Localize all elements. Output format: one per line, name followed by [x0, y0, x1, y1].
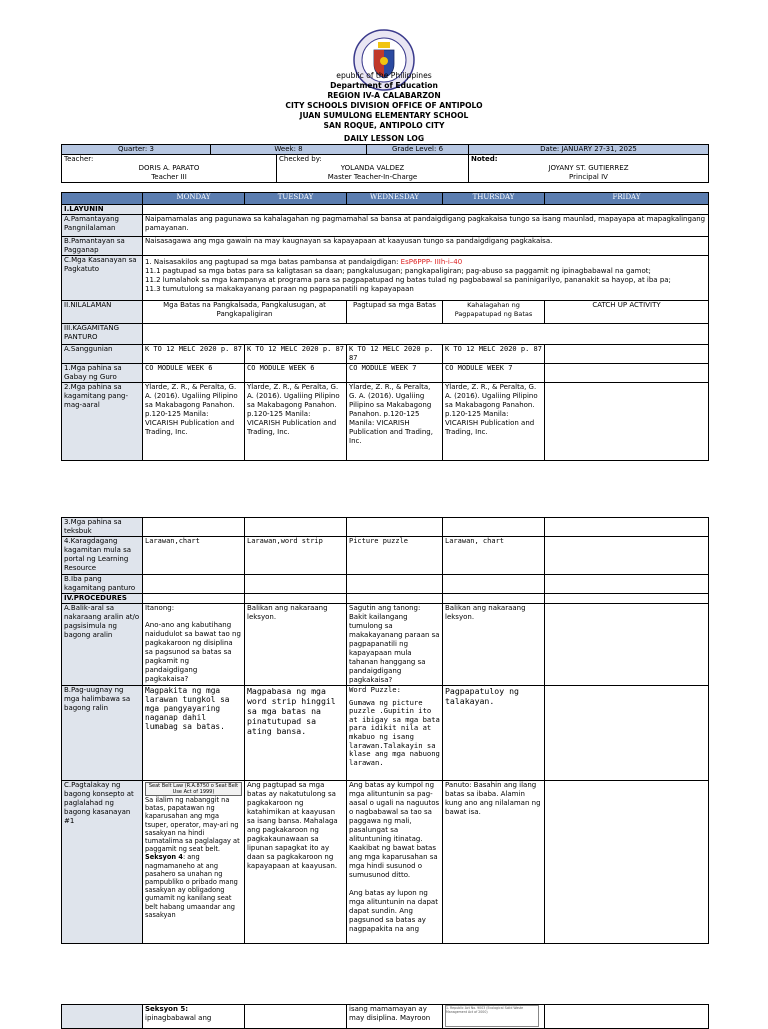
resource-mon: Larawan,chart — [143, 537, 245, 575]
checked-position: Master Teacher-In-Charge — [327, 173, 418, 181]
doc-title: DAILY LESSON LOG — [343, 134, 425, 143]
day-tuesday: TUESDAY — [245, 193, 347, 205]
checked-cell — [277, 155, 469, 183]
label-kagamitang: III.KAGAMITANG PANTURO — [62, 324, 143, 345]
p3-wed: isang mamamayan ay may disiplina. Mayroon — [347, 1005, 443, 1029]
law-thumbnail: 1. Republic Act No. 9003 (Ecological Solid Waste Management Act of 2000) — [445, 1005, 539, 1027]
kasanayan-line-3: 11.2 lumalahok sa mga kampanya at programa para sa pagpapatupad ng batas tulad ng pagbabawal sa paninigarilyo, pananakit sa hayop, at iba pa; — [145, 276, 671, 284]
info-table — [61, 144, 709, 183]
p3-mon-text: ipinagbabawal ang — [145, 1014, 212, 1022]
label-pamantayan-sa: B.Pamantayan sa Pagganap — [62, 237, 143, 256]
melc-thu: K TO 12 MELC 2020 p. 87 — [443, 345, 545, 364]
label-nilalaman: II.NILALAMAN — [62, 301, 143, 324]
seat-belt-caption: Seat Belt Law (R.A.8750 o Seat Belt Use Act of 1999) — [145, 782, 242, 796]
ref-thu: Ylarde, Z. R., & Peralta, G. A. (2016). Ugaliing Pilipino sa Makabagong Panahon. p.120-125 Manila: VICARISH Publication and Trading, Inc. — [443, 383, 545, 461]
talakay-mon-text-2: : ang nagmamaneho at ang pasahero sa unahan ng pampubliko o pribado mang sasakyan ay obligadong gumamit ng kanilang seat belt habang umaandar ang sasakyan — [145, 853, 238, 919]
teacher-cell — [62, 155, 277, 183]
balik-thu: Balikan ang nakaraang leksyon. — [443, 604, 545, 686]
header-line-2: Department of Education — [330, 81, 438, 90]
week-cell: Week: 8 — [211, 145, 367, 155]
noted-name: JOYANY ST. GUTIERREZ — [548, 164, 629, 172]
label-procedures: IV.PROCEDURES — [64, 594, 127, 602]
kasanayan-line-4: 11.3 tumutulong sa makakayanang paraan ng pagpapanatili ng kapayapaan — [145, 285, 414, 293]
noted-label: Noted: — [471, 155, 498, 163]
header-block — [0, 71, 768, 131]
teacher-name: DORIS A. PARATO — [138, 164, 200, 172]
ugnay-wed-text: Gumawa ng picture puzzle .Gupitin ito at ibigay sa mga bata para idikit nila at mkabuo ng isang larawan.Talakayin sa klase ang mga nabuong larawan. — [349, 697, 440, 767]
kasanayan-code: EsP6PPP- IIIh-i–40 — [400, 258, 463, 266]
header-line-1: epublic of the Philippines — [336, 71, 432, 80]
label-kasanayan: C.Mga Kasanayan sa Pagkatuto — [62, 256, 143, 301]
noted-cell — [469, 155, 709, 183]
day-monday: MONDAY — [143, 193, 245, 205]
kasanayan-cell — [143, 256, 709, 301]
grade-cell: Grade Level: 6 — [367, 145, 469, 155]
label-pagtalakay: C.Pagtalakay ng bagong konsepto at paglalahad ng bagong kasanayan #1 — [62, 781, 143, 944]
label-balik-aral: A.Balik-aral sa nakaraang aralin at/o pagsisimula ng bagong aralin — [62, 604, 143, 686]
nilalaman-thu: Kahalagahan ng Pagpapatupad ng Batas — [443, 301, 545, 324]
label-sanggunian: A.Sanggunian — [62, 345, 143, 364]
day-friday: FRIDAY — [545, 193, 709, 205]
ugnay-tue: Magpabasa ng mga word strip hinggil sa mga batas na pinatutupad sa ating bansa. — [245, 686, 347, 781]
lesson-table-1 — [61, 192, 709, 461]
co-wed: CO MODULE WEEK 7 — [347, 364, 443, 383]
nilalaman-mon-tue: Mga Batas na Pangkalsada, Pangkalusugan, at Pangkapaligiran — [143, 301, 347, 324]
melc-mon: K TO 12 MELC 2020 p. 87 — [143, 345, 245, 364]
header-line-3: REGION IV-A CALABARZON — [327, 91, 441, 100]
label-kagamitang-pang: 2.Mga pahina sa kagamitang pang-mag-aaral — [62, 383, 143, 461]
pamantayang-text: Naipamamalas ang pagunawa sa kahalagahan ng pagmamahal sa bansa at pandaigdigang pagkakaisa tungo sa isang maunlad, mapayapa at mapagkalingang pamayanan. — [143, 215, 709, 237]
ugnay-wed-title: Word Puzzle: — [349, 685, 401, 694]
lesson-table-3 — [61, 1004, 709, 1029]
resource-wed: Picture puzzle — [347, 537, 443, 575]
resource-thu: Larawan, chart — [443, 537, 545, 575]
checked-name: YOLANDA VALDEZ — [340, 164, 405, 172]
ref-tue: Ylarde, Z. R., & Peralta, G. A. (2016). Ugaliing Pilipino sa Makabagong Panahon. p.120-125 Manila: VICARISH Publication and Trading, Inc. — [245, 383, 347, 461]
teacher-label: Teacher: — [64, 155, 94, 163]
p3-mon — [143, 1005, 245, 1029]
balik-tue: Balikan ang nakaraang leksyon. — [245, 604, 347, 686]
label-gabay: 1.Mga pahina sa Gabay ng Guro — [62, 364, 143, 383]
header-line-5: JUAN SUMULONG ELEMENTARY SCHOOL — [299, 111, 469, 120]
header-line-6: SAN ROQUE, ANTIPOLO CITY — [323, 121, 445, 130]
label-pamantayang: A.Pamantayang Pangnilalaman — [62, 215, 143, 237]
ugnay-wed — [347, 686, 443, 781]
p3-mon-bold: Seksyon 5: — [145, 1005, 189, 1013]
balik-mon-text: Ano-ano ang kabutihang naidudulot sa bawat tao ng pagkakaroon ng disiplina sa pagsunod sa batas sa pagkamit ng pandaigdigang pagkakaisa? — [145, 621, 241, 683]
melc-wed: K TO 12 MELC 2020 p. 87 — [347, 345, 443, 364]
label-pag-uugnay: B.Pag-uugnay ng mga halimbawa sa bagong ralin — [62, 686, 143, 781]
kasanayan-line-2: 11.1 pagtupad sa mga batas para sa kaligtasan sa daan; pangkalusugan; pangkapaligiran; pag-abuso sa paggamit ng ipinagbabawal na gamot; — [145, 267, 651, 275]
co-mon: CO MODULE WEEK 6 — [143, 364, 245, 383]
resource-tue: Larawan,word strip — [245, 537, 347, 575]
melc-tue: K TO 12 MELC 2020 p. 87 — [245, 345, 347, 364]
p3-thu — [443, 1005, 545, 1029]
label-layunin: I.LAYUNIN — [64, 205, 104, 213]
ugnay-thu: Pagpapatuloy ng talakayan. — [443, 686, 545, 781]
kasanayan-line-1: 1. Naisasakilos ang pagtupad sa mga batas pambansa at pandaigdigan: — [145, 258, 401, 266]
label-iba-pang: B.Iba pang kagamitang panturo — [62, 575, 143, 594]
talakay-wed: Ang batas ay kumpol ng mga alituntunin sa pag-aasal o ugali na naguutos o nagbabawal sa tao sa paggawa ng mali, pasalungat sa alituntuning itinatag. Kaakibat ng bawat batas ang mga kaparusahan sa mga hindi susunod o sumusunod ditto. Ang batas ay lupon ng mga alituntunin na dapat dapat sundin. Ang pagsunod sa batas ay nagpapakita na ang — [347, 781, 443, 944]
talakay-mon-bold: Seksyon 4 — [145, 853, 183, 862]
pamantayan-sa-text: Naisasagawa ang mga gawain na may kaugnayan sa kapayapaan at kaayusan tungo sa pandaigdigang pagkakaisa. — [143, 237, 709, 256]
date-cell: Date: JANUARY 27-31, 2025 — [469, 145, 709, 155]
ref-mon: Ylarde, Z. R., & Peralta, G. A. (2016). Ugaliing Pilipino sa Makabagong Panahon. p.120-125 Manila: VICARISH Publication and Trading, Inc. — [143, 383, 245, 461]
teacher-position: Teacher III — [151, 173, 187, 181]
talakay-mon-text-1: Sa ilalim ng nabanggit na batas, papatawan ng kaparusahan ang mga tsuper, operator, may-ari ng sasakyan na hindi tumatalima sa paglalagay at paggamit ng seat belt. — [145, 796, 240, 854]
day-thursday: THURSDAY — [443, 193, 545, 205]
talakay-mon — [143, 781, 245, 944]
day-wednesday: WEDNESDAY — [347, 193, 443, 205]
lesson-table-2 — [61, 517, 709, 944]
header-line-4: CITY SCHOOLS DIVISION OFFICE OF ANTIPOLO — [285, 101, 483, 110]
label-karagdagang: 4.Karagdagang kagamitan mula sa portal ng Learning Resource — [62, 537, 143, 575]
ugnay-mon: Magpakita ng mga larawan tungkol sa mga pangyayaring naganap dahil lumabag sa batas. — [143, 686, 245, 781]
balik-wed: Sagutin ang tanong: Bakit kailangang tumulong sa makakayanang paraan sa pagpapanatili ng kapayapaan mula tahanan hanggang sa pandaigdigang pagkakaisa? — [347, 604, 443, 686]
label-teksbuk: 3.Mga pahina sa teksbuk — [62, 518, 143, 537]
talakay-tue: Ang pagtupad sa mga batas ay nakatutulong sa pagkakaroon ng katahimikan at kaayusan sa isang bansa. Mahalaga ang pagkakaroon ng pagkakaunawaan sa lipunan sapagkat ito ay daan sa pagkakaroon ng kapayapaan at kaayusan. — [245, 781, 347, 944]
talakay-thu: Panuto: Basahin ang ilang batas sa ibaba. Alamin kung ano ang nilalaman ng bawat isa. — [443, 781, 545, 944]
balik-mon — [143, 604, 245, 686]
nilalaman-fri: CATCH UP ACTIVITY — [545, 301, 709, 324]
noted-position: Principal IV — [569, 173, 608, 181]
co-thu: CO MODULE WEEK 7 — [443, 364, 545, 383]
co-tue: CO MODULE WEEK 6 — [245, 364, 347, 383]
quarter-cell: Quarter: 3 — [62, 145, 211, 155]
checked-label: Checked by: — [279, 155, 322, 163]
nilalaman-wed: Pagtupad sa mga Batas — [347, 301, 443, 324]
balik-mon-title: Itanong: — [145, 604, 175, 612]
ref-wed: Ylarde, Z. R., & Peralta, G. A. (2016). Ugaliing Pilipino sa Makabagong Panahon. p.120-125 Manila: VICARISH Publication and Trading, Inc. — [347, 383, 443, 461]
